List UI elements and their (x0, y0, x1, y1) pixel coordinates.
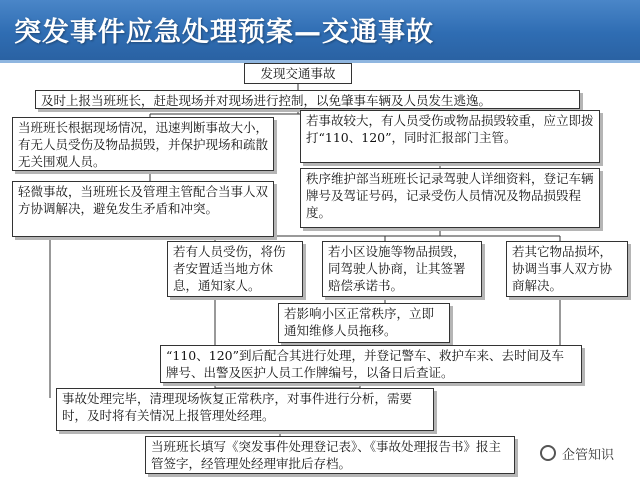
watermark-text: 企管知识 (562, 448, 615, 463)
step-judge: 当班班长根据现场情况，迅速判断事故大小，有无人员受伤及物品损毁，并保护现场和疏散无关围观人员。 (12, 117, 274, 171)
step-facility: 若小区设施等物品损毁，同驾驶人协商，让其签署赔偿承诺书。 (322, 241, 482, 297)
step-other: 若其它物品损坏，协调当事人双方协商解决。 (506, 241, 628, 297)
step-archive: 当班班长填写《突发事件处理登记表》、《事故处理报告书》报主管签字，经管理处经理审批后存档。 (145, 436, 515, 474)
page-title: 突发事件应急处理预案—交通事故 (14, 17, 434, 48)
step-report: 及时上报当班班长，赶赴现场并对现场进行控制，以免肇事车辆及人员发生逃逸。 (35, 90, 580, 109)
step-order: 若影响小区正常秩序，立即通知维修人员拖移。 (278, 303, 450, 343)
step-police: “110、120”到后配合其进行处理，并登记警车、救护车来、去时间及车牌号、出警及医护人员工作牌编号，以备日后查证。 (160, 345, 582, 383)
step-finish: 事故处理完毕，清理现场恢复正常秩序，对事件进行分析，需要时，及时将有关情况上报管理处经理。 (56, 388, 434, 431)
watermark (540, 444, 614, 463)
step-serious: 若事故较大，有人员受伤或物品损毁较重，应立即拨打“110、120”，同时汇报部门主管。 (300, 110, 600, 163)
wechat-icon (540, 445, 556, 461)
step-injured: 若有人员受伤，将伤者安置适当地方休息，通知家人。 (167, 241, 303, 297)
step-start: 发现交通事故 (244, 63, 352, 84)
step-minor: 轻微事故，当班班长及管理主管配合当事人双方协调解决，避免发生矛盾和冲突。 (12, 181, 274, 237)
step-record: 秩序维护部当班班长记录驾驶人详细资料，登记车辆牌号及驾证号码，记录受伤人员情况及物品损毁程度。 (300, 168, 600, 228)
